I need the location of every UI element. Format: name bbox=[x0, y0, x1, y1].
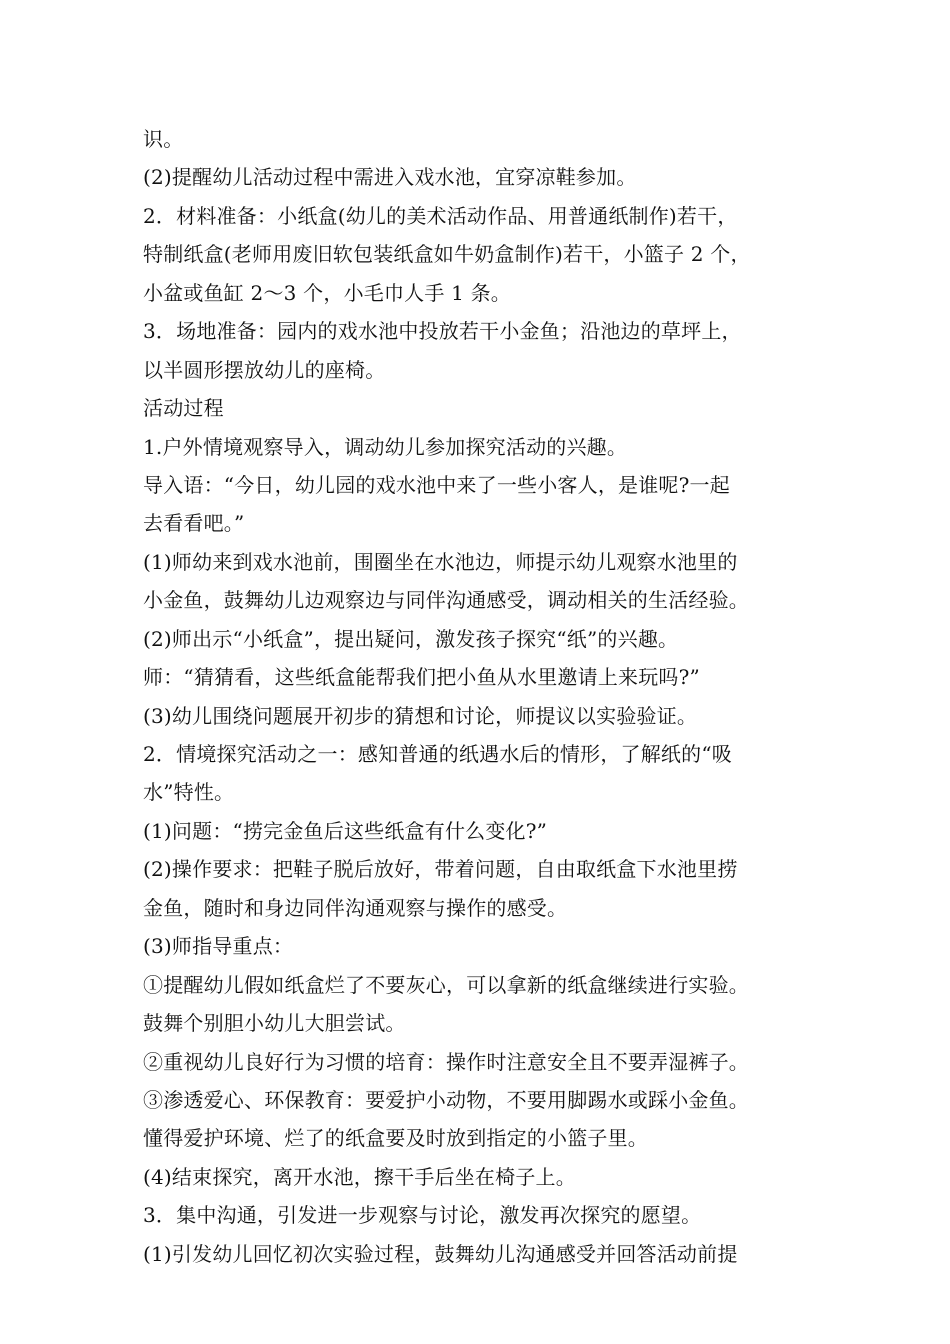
text-line: (1)引发幼儿回忆初次实验过程，鼓舞幼儿沟通感受并回答活动前提 bbox=[143, 1241, 738, 1266]
text-line: (1)问题：“捞完金鱼后这些纸盒有什么变化?” bbox=[143, 818, 548, 843]
document-body bbox=[143, 120, 833, 1273]
text-line: 鼓舞个别胆小幼儿大胆尝试。 bbox=[143, 1011, 406, 1036]
text-line: (2)提醒幼儿活动过程中需进入戏水池，宜穿凉鞋参加。 bbox=[143, 165, 637, 190]
text-line: 导入语：“今日，幼儿园的戏水池中来了一些小客人，是谁呢?一起 bbox=[143, 472, 730, 497]
text-line: 金鱼，随时和身边同伴沟通观察与操作的感受。 bbox=[143, 895, 568, 920]
text-line: 2．情境探究活动之一：感知普通的纸遇水后的情形，了解纸的“吸 bbox=[143, 742, 732, 766]
text-line: 师：“猜猜看，这些纸盒能帮我们把小鱼从水里邀请上来玩吗?” bbox=[143, 665, 700, 690]
text-line: 3．集中沟通，引发进一步观察与讨论，激发再次探究的愿望。 bbox=[143, 1203, 702, 1228]
text-line: ②重视幼儿良好行为习惯的培育：操作时注意安全且不要弄湿裤子。 bbox=[143, 1049, 749, 1074]
text-line: 去看看吧。” bbox=[143, 511, 245, 536]
text-line: ①提醒幼儿假如纸盒烂了不要灰心，可以拿新的纸盒继续进行实验。 bbox=[143, 972, 749, 997]
text-line: (3)师指导重点： bbox=[143, 934, 294, 959]
text-line: ③渗透爱心、环保教育：要爱护小动物，不要用脚踢水或踩小金鱼。 bbox=[143, 1087, 749, 1112]
text-line: 水”特性。 bbox=[143, 780, 235, 805]
text-line: 2．材料准备：小纸盒(幼儿的美术活动作品、用普通纸制作)若干， bbox=[143, 203, 738, 228]
text-line: 识。 bbox=[143, 127, 184, 151]
text-line: (4)结束探究，离开水池，擦干手后坐在椅子上。 bbox=[143, 1164, 576, 1189]
section-heading: 活动过程 bbox=[143, 396, 224, 421]
text-line: (3)幼儿围绕问题展开初步的猜想和讨论，师提议以实验验证。 bbox=[143, 703, 698, 728]
text-line: (1)师幼来到戏水池前，围圈坐在水池边，师提示幼儿观察水池里的 bbox=[143, 549, 738, 574]
text-line: 小盆或鱼缸 2～3 个，小毛巾人手 1 条。 bbox=[143, 280, 512, 305]
text-line: 懂得爱护环境、烂了的纸盒要及时放到指定的小篮子里。 bbox=[143, 1126, 648, 1151]
text-line: 3．场地准备：园内的戏水池中投放若干小金鱼；沿池边的草坪上， bbox=[143, 319, 742, 344]
text-line: (2)师出示“小纸盒”，提出疑问，激发孩子探究“纸”的兴趣。 bbox=[143, 626, 679, 651]
text-line: 特制纸盒(老师用废旧软包装纸盒如牛奶盒制作)若干，小篮子 2 个， bbox=[143, 242, 751, 267]
text-line: 1.户外情境观察导入，调动幼儿参加探究活动的兴趣。 bbox=[143, 434, 628, 459]
text-line: 以半圆形摆放幼儿的座椅。 bbox=[143, 357, 386, 382]
text-line: 小金鱼，鼓舞幼儿边观察边与同伴沟通感受，调动相关的生活经验。 bbox=[143, 588, 749, 613]
text-line: (2)操作要求：把鞋子脱后放好，带着问题，自由取纸盒下水池里捞 bbox=[143, 857, 738, 882]
